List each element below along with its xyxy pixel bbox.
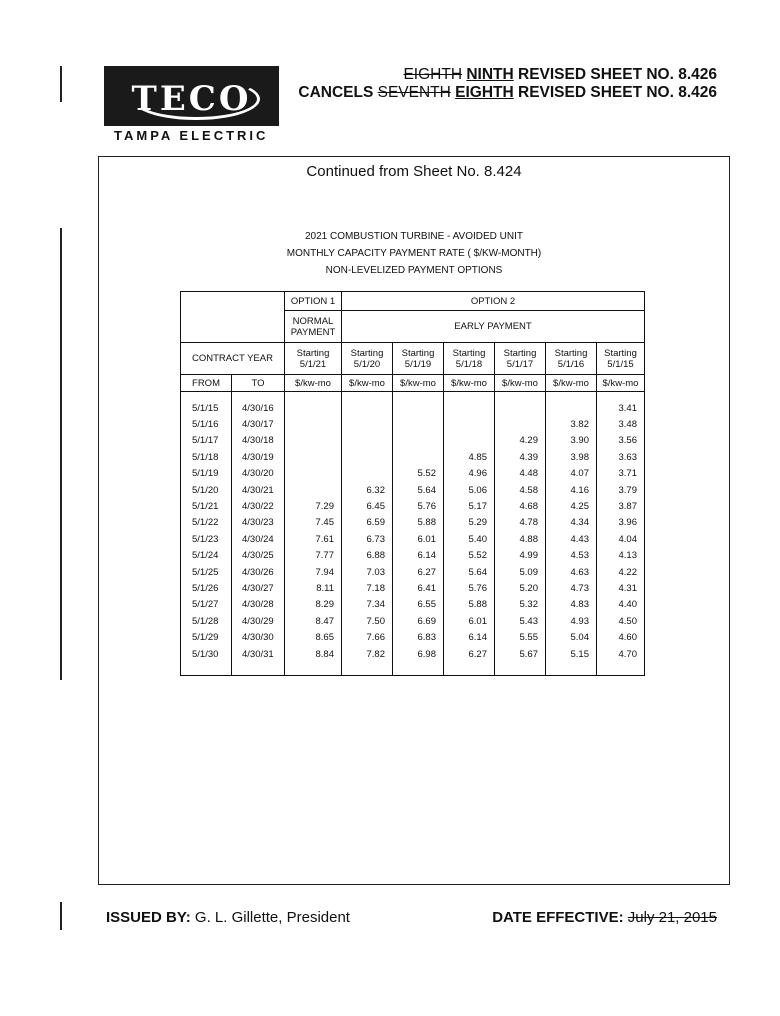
from-cell: 5/1/23: [181, 531, 232, 547]
date-effective-label: DATE EFFECTIVE:: [492, 909, 624, 926]
rate-cell: [285, 416, 342, 432]
rate-cell: 4.53: [546, 548, 597, 564]
rate-cell: 7.66: [342, 629, 393, 645]
table-row: [181, 466, 645, 482]
rate-cell: 4.73: [546, 580, 597, 596]
rate-cell: 4.93: [546, 613, 597, 629]
rate-cell: 7.34: [342, 597, 393, 613]
from-cell: 5/1/29: [181, 629, 232, 645]
table-row: [181, 531, 645, 547]
rate-cell: [393, 449, 444, 465]
rate-cell: 6.27: [393, 564, 444, 580]
rate-cell: 5.17: [444, 498, 495, 514]
from-cell: 5/1/28: [181, 613, 232, 629]
rate-cell: 3.79: [597, 482, 645, 498]
from-cell: 5/1/24: [181, 548, 232, 564]
rate-cell: 5.40: [444, 531, 495, 547]
rate-cell: 5.15: [546, 646, 597, 662]
table-row: [181, 416, 645, 432]
rate-cell: 5.64: [444, 564, 495, 580]
rate-cell: [393, 400, 444, 416]
rate-cell: [495, 416, 546, 432]
table-row: [181, 597, 645, 613]
rate-cell: 5.09: [495, 564, 546, 580]
rate-cell: [342, 433, 393, 449]
start-date-header: Starting 5/1/18: [444, 343, 495, 375]
rate-cell: 6.45: [342, 498, 393, 514]
table-row: [181, 482, 645, 498]
to-cell: 4/30/28: [232, 597, 285, 613]
rate-cell: 7.29: [285, 498, 342, 514]
rate-cell: 4.07: [546, 466, 597, 482]
rate-cell: 6.41: [393, 580, 444, 596]
revision-bar-middle: [60, 228, 62, 680]
table-row: [181, 548, 645, 564]
rate-cell: 7.61: [285, 531, 342, 547]
revision-bar-top: [60, 66, 62, 102]
rate-cell: 7.77: [285, 548, 342, 564]
unit-header: $/kw-mo: [393, 375, 444, 392]
rate-cell: 7.03: [342, 564, 393, 580]
rate-cell: [444, 400, 495, 416]
rate-cell: 3.56: [597, 433, 645, 449]
rate-cell: 4.16: [546, 482, 597, 498]
rate-cell: 5.76: [444, 580, 495, 596]
rate-cell: 4.43: [546, 531, 597, 547]
rate-cell: 4.83: [546, 597, 597, 613]
from-cell: 5/1/20: [181, 482, 232, 498]
struck-cancel-revision: SEVENTH: [377, 84, 451, 101]
table-row: [181, 629, 645, 645]
rate-cell: 6.69: [393, 613, 444, 629]
to-cell: 4/30/17: [232, 416, 285, 432]
rate-cell: 6.83: [393, 629, 444, 645]
from-cell: 5/1/22: [181, 515, 232, 531]
rate-cell: 4.96: [444, 466, 495, 482]
rate-cell: 4.22: [597, 564, 645, 580]
unit-header: $/kw-mo: [285, 375, 342, 392]
start-date-header: Starting 5/1/19: [393, 343, 444, 375]
to-cell: 4/30/24: [232, 531, 285, 547]
rate-cell: 5.43: [495, 613, 546, 629]
to-cell: 4/30/18: [232, 433, 285, 449]
from-cell: 5/1/21: [181, 498, 232, 514]
rate-cell: 3.96: [597, 515, 645, 531]
table-row: [181, 564, 645, 580]
rate-cell: [546, 400, 597, 416]
normal-payment-header: NORMAL PAYMENT: [285, 311, 342, 343]
rate-cell: 4.68: [495, 498, 546, 514]
start-date-header: Starting 5/1/16: [546, 343, 597, 375]
rate-cell: 4.88: [495, 531, 546, 547]
rate-cell: 5.29: [444, 515, 495, 531]
date-effective: [492, 909, 717, 926]
rate-cell: [342, 416, 393, 432]
rate-cell: 5.52: [444, 548, 495, 564]
rate-cell: 5.64: [393, 482, 444, 498]
to-cell: 4/30/31: [232, 646, 285, 662]
to-header: TO: [232, 375, 285, 392]
issued-by: [106, 909, 350, 926]
rate-cell: 6.14: [444, 629, 495, 645]
rate-cell: 8.11: [285, 580, 342, 596]
table-title-rate: MONTHLY CAPACITY PAYMENT RATE ( $/KW-MONTH): [286, 248, 542, 259]
option1-header: OPTION 1: [285, 292, 342, 311]
date-effective-value: July 21, 2015: [627, 909, 717, 926]
rate-cell: 6.01: [393, 531, 444, 547]
to-cell: 4/30/19: [232, 449, 285, 465]
rate-cell: 4.13: [597, 548, 645, 564]
sheet-number-text: REVISED SHEET NO. 8.426: [513, 66, 717, 83]
rate-cell: 4.99: [495, 548, 546, 564]
logo-company-name: TAMPA ELECTRIC: [114, 128, 269, 143]
rate-cell: 4.78: [495, 515, 546, 531]
rate-cell: 3.87: [597, 498, 645, 514]
unit-header: $/kw-mo: [444, 375, 495, 392]
rate-cell: 4.39: [495, 449, 546, 465]
rate-cell: [285, 449, 342, 465]
rate-cell: 3.41: [597, 400, 645, 416]
start-date-header: Starting 5/1/17: [495, 343, 546, 375]
rate-cell: 3.71: [597, 466, 645, 482]
header-blank-cell: [181, 292, 285, 343]
rate-cell: [342, 449, 393, 465]
issued-by-label: ISSUED BY:: [106, 909, 191, 926]
rate-cell: 5.06: [444, 482, 495, 498]
rate-cell: 8.29: [285, 597, 342, 613]
from-cell: 5/1/16: [181, 416, 232, 432]
rate-cell: 6.01: [444, 613, 495, 629]
sheet-number-line: [403, 66, 717, 84]
to-cell: 4/30/26: [232, 564, 285, 580]
table-row: [181, 515, 645, 531]
rate-cell: 4.40: [597, 597, 645, 613]
rate-cell: 8.65: [285, 629, 342, 645]
rate-cell: 8.84: [285, 646, 342, 662]
rate-cell: 3.82: [546, 416, 597, 432]
from-cell: 5/1/18: [181, 449, 232, 465]
rate-cell: 4.60: [597, 629, 645, 645]
cancels-prefix: CANCELS: [298, 84, 378, 101]
start-date-header: Starting 5/1/20: [342, 343, 393, 375]
rate-cell: 4.34: [546, 515, 597, 531]
rate-cell: 4.50: [597, 613, 645, 629]
to-cell: 4/30/20: [232, 466, 285, 482]
contract-year-header: CONTRACT YEAR: [181, 343, 285, 375]
rate-cell: 5.88: [444, 597, 495, 613]
table-title-options: NON-LEVELIZED PAYMENT OPTIONS: [325, 265, 503, 276]
unit-header: $/kw-mo: [342, 375, 393, 392]
struck-revision: EIGHTH: [403, 66, 463, 83]
table-row: [181, 580, 645, 596]
table-row: [181, 400, 645, 416]
rate-cell: 4.04: [597, 531, 645, 547]
rate-cell: 3.48: [597, 416, 645, 432]
table-row: [181, 646, 645, 662]
rate-cell: 5.32: [495, 597, 546, 613]
rate-cell: [285, 482, 342, 498]
to-cell: 4/30/30: [232, 629, 285, 645]
from-cell: 5/1/26: [181, 580, 232, 596]
rate-cell: [393, 416, 444, 432]
rate-cell: 7.94: [285, 564, 342, 580]
rate-cell: 4.29: [495, 433, 546, 449]
table-row: [181, 449, 645, 465]
rate-cell: 4.63: [546, 564, 597, 580]
rate-cell: 8.47: [285, 613, 342, 629]
rate-cell: 5.55: [495, 629, 546, 645]
rate-cell: 6.55: [393, 597, 444, 613]
rate-cell: 3.63: [597, 449, 645, 465]
teco-logo: [104, 66, 279, 126]
rate-cell: 4.48: [495, 466, 546, 482]
revision-bar-bottom: [60, 902, 62, 930]
rate-cell: 5.52: [393, 466, 444, 482]
cancels-sheet-line: [298, 84, 717, 102]
table-row: [181, 433, 645, 449]
rate-cell: 5.88: [393, 515, 444, 531]
rate-cell: 3.90: [546, 433, 597, 449]
rate-cell: 3.98: [546, 449, 597, 465]
table-row: [181, 613, 645, 629]
to-cell: 4/30/22: [232, 498, 285, 514]
rate-cell: 6.59: [342, 515, 393, 531]
content-frame: [98, 156, 730, 885]
payment-rate-table: [180, 291, 645, 676]
rate-cell: 6.88: [342, 548, 393, 564]
rate-cell: 7.82: [342, 646, 393, 662]
rate-cell: 6.98: [393, 646, 444, 662]
start-date-header: Starting 5/1/15: [597, 343, 645, 375]
rate-cell: [285, 433, 342, 449]
rate-cell: 6.27: [444, 646, 495, 662]
rate-cell: 7.45: [285, 515, 342, 531]
logo-text: TECO: [131, 79, 252, 119]
to-cell: 4/30/29: [232, 613, 285, 629]
new-revision: NINTH: [466, 66, 514, 83]
rate-cell: 6.14: [393, 548, 444, 564]
to-cell: 4/30/27: [232, 580, 285, 596]
rate-cell: 4.25: [546, 498, 597, 514]
rate-cell: 7.18: [342, 580, 393, 596]
rate-cell: 6.32: [342, 482, 393, 498]
rate-cell: [495, 400, 546, 416]
early-payment-header: EARLY PAYMENT: [342, 311, 645, 343]
option2-header: OPTION 2: [342, 292, 645, 311]
table-title-unit: 2021 COMBUSTION TURBINE - AVOIDED UNIT: [304, 231, 523, 242]
rate-cell: 5.76: [393, 498, 444, 514]
table-row: [181, 498, 645, 514]
rate-cell: 4.31: [597, 580, 645, 596]
from-header: FROM: [181, 375, 232, 392]
rate-cell: 4.58: [495, 482, 546, 498]
from-cell: 5/1/15: [181, 400, 232, 416]
continued-from-note: Continued from Sheet No. 8.424: [306, 163, 522, 180]
rate-cell: 4.70: [597, 646, 645, 662]
from-cell: 5/1/25: [181, 564, 232, 580]
rate-cell: 5.67: [495, 646, 546, 662]
rate-cell: 5.20: [495, 580, 546, 596]
new-cancel-revision: EIGHTH: [455, 84, 514, 101]
rate-cell: 6.73: [342, 531, 393, 547]
rate-cell: [342, 400, 393, 416]
to-cell: 4/30/21: [232, 482, 285, 498]
from-cell: 5/1/30: [181, 646, 232, 662]
from-cell: 5/1/27: [181, 597, 232, 613]
rate-cell: [285, 400, 342, 416]
cancels-sheet-text: REVISED SHEET NO. 8.426: [513, 84, 717, 101]
unit-header: $/kw-mo: [495, 375, 546, 392]
rate-cell: 7.50: [342, 613, 393, 629]
rate-cell: [444, 433, 495, 449]
start-date-header: Starting 5/1/21: [285, 343, 342, 375]
to-cell: 4/30/25: [232, 548, 285, 564]
rate-cell: 5.04: [546, 629, 597, 645]
from-cell: 5/1/17: [181, 433, 232, 449]
rate-cell: [342, 466, 393, 482]
issued-by-value: G. L. Gillette, President: [194, 909, 350, 926]
to-cell: 4/30/23: [232, 515, 285, 531]
unit-header: $/kw-mo: [597, 375, 645, 392]
rate-cell: [444, 416, 495, 432]
rate-cell: 4.85: [444, 449, 495, 465]
unit-header: $/kw-mo: [546, 375, 597, 392]
from-cell: 5/1/19: [181, 466, 232, 482]
rate-cell: [285, 466, 342, 482]
to-cell: 4/30/16: [232, 400, 285, 416]
rate-cell: [393, 433, 444, 449]
